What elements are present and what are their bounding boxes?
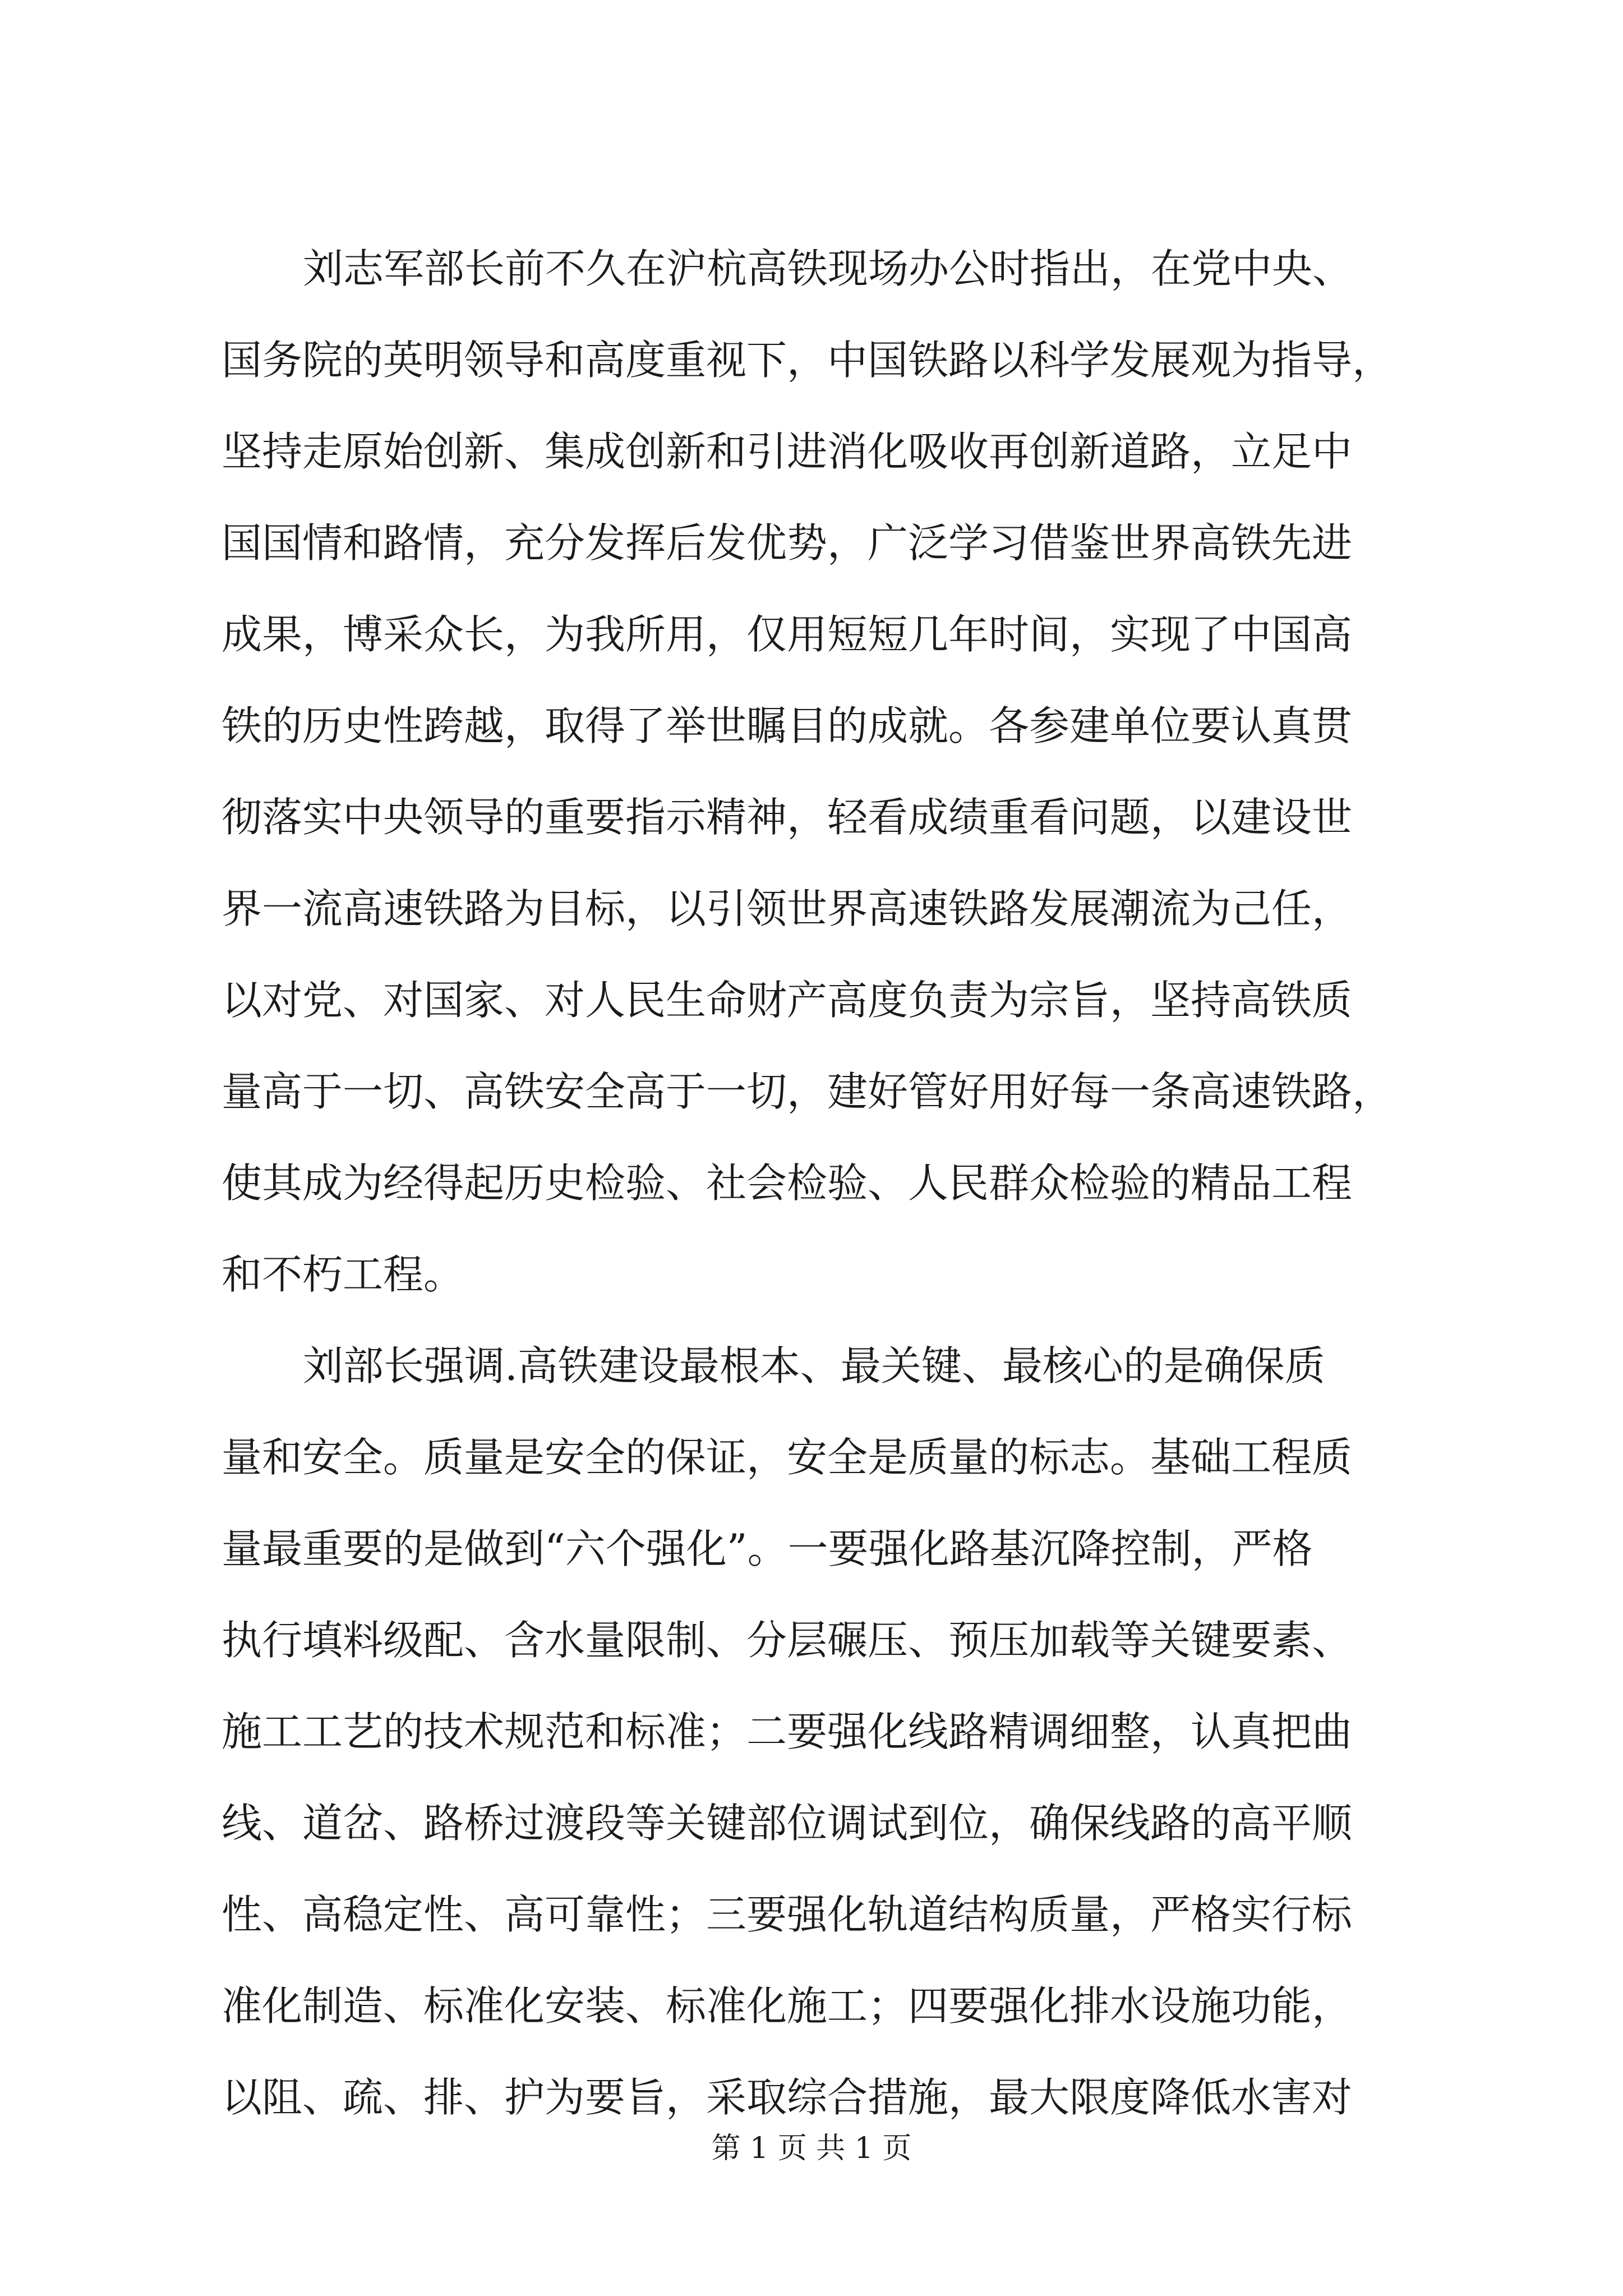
paragraph-line: 使其成为经得起历史检验、社会检验、人民群众检验的精品工程	[222, 1159, 1353, 1207]
paragraph-line: 以阻、疏、排、护为要旨，采取综合措施，最大限度降低水害对	[222, 2074, 1353, 2121]
paragraph-line: 成果，博采众长，为我所用，仅用短短几年时间，实现了中国高	[222, 611, 1353, 658]
paragraph-line: 和不朽工程。	[222, 1251, 464, 1298]
paragraph-line: 执行填料级配、含水量限制、分层碾压、预压加载等关键要素、	[222, 1617, 1353, 1664]
paragraph-line: 以对党、对国家、对人民生命财产高度负责为宗旨，坚持高铁质	[222, 977, 1353, 1024]
document-body	[222, 223, 1427, 2143]
paragraph-line: 彻落实中央领导的重要指示精神，轻看成绩重看问题，以建设世	[222, 794, 1353, 841]
paragraph-line: 性、高稳定性、高可靠性；三要强化轨道结构质量，严格实行标	[222, 1891, 1353, 1938]
paragraph-line: 线、道岔、路桥过渡段等关键部位调试到位，确保线路的高平顺	[222, 1800, 1353, 1847]
paragraph-line: 坚持走原始创新、集成创新和引进消化吸收再创新道路，立足中	[222, 428, 1353, 475]
paragraph-line: 界一流高速铁路为目标，以引领世界高速铁路发展潮流为己任，	[222, 885, 1353, 932]
paragraph-line: 铁的历史性跨越，取得了举世瞩目的成就。各参建单位要认真贯	[222, 702, 1353, 749]
paragraph-line: 量和安全。质量是安全的保证，安全是质量的标志。基础工程质	[222, 1434, 1353, 1481]
paragraph-line: 准化制造、标准化安装、标准化施工；四要强化排水设施功能，	[222, 1982, 1353, 2030]
paragraph-line: 刘部长强调.高铁建设最根本、最关键、最核心的是确保质	[303, 1342, 1325, 1389]
paragraph-line: 刘志军部长前不久在沪杭高铁现场办公时指出，在党中央、	[303, 245, 1353, 292]
paragraph-line: 国国情和路情，充分发挥后发优势，广泛学习借鉴世界高铁先进	[222, 519, 1353, 567]
paragraph-line: 量高于一切、高铁安全高于一切，建好管好用好每一条高速铁路，	[222, 1068, 1393, 1115]
paragraph-line: 施工工艺的技术规范和标准；二要强化线路精调细整，认真把曲	[222, 1708, 1353, 1755]
paragraph-line: 量最重要的是做到“六个强化”。一要强化路基沉降控制，严格	[222, 1525, 1313, 1572]
page-footer: 第 1 页 共 1 页	[711, 2132, 912, 2165]
paragraph-line: 国务院的英明领导和高度重视下，中国铁路以科学发展观为指导，	[222, 337, 1393, 384]
